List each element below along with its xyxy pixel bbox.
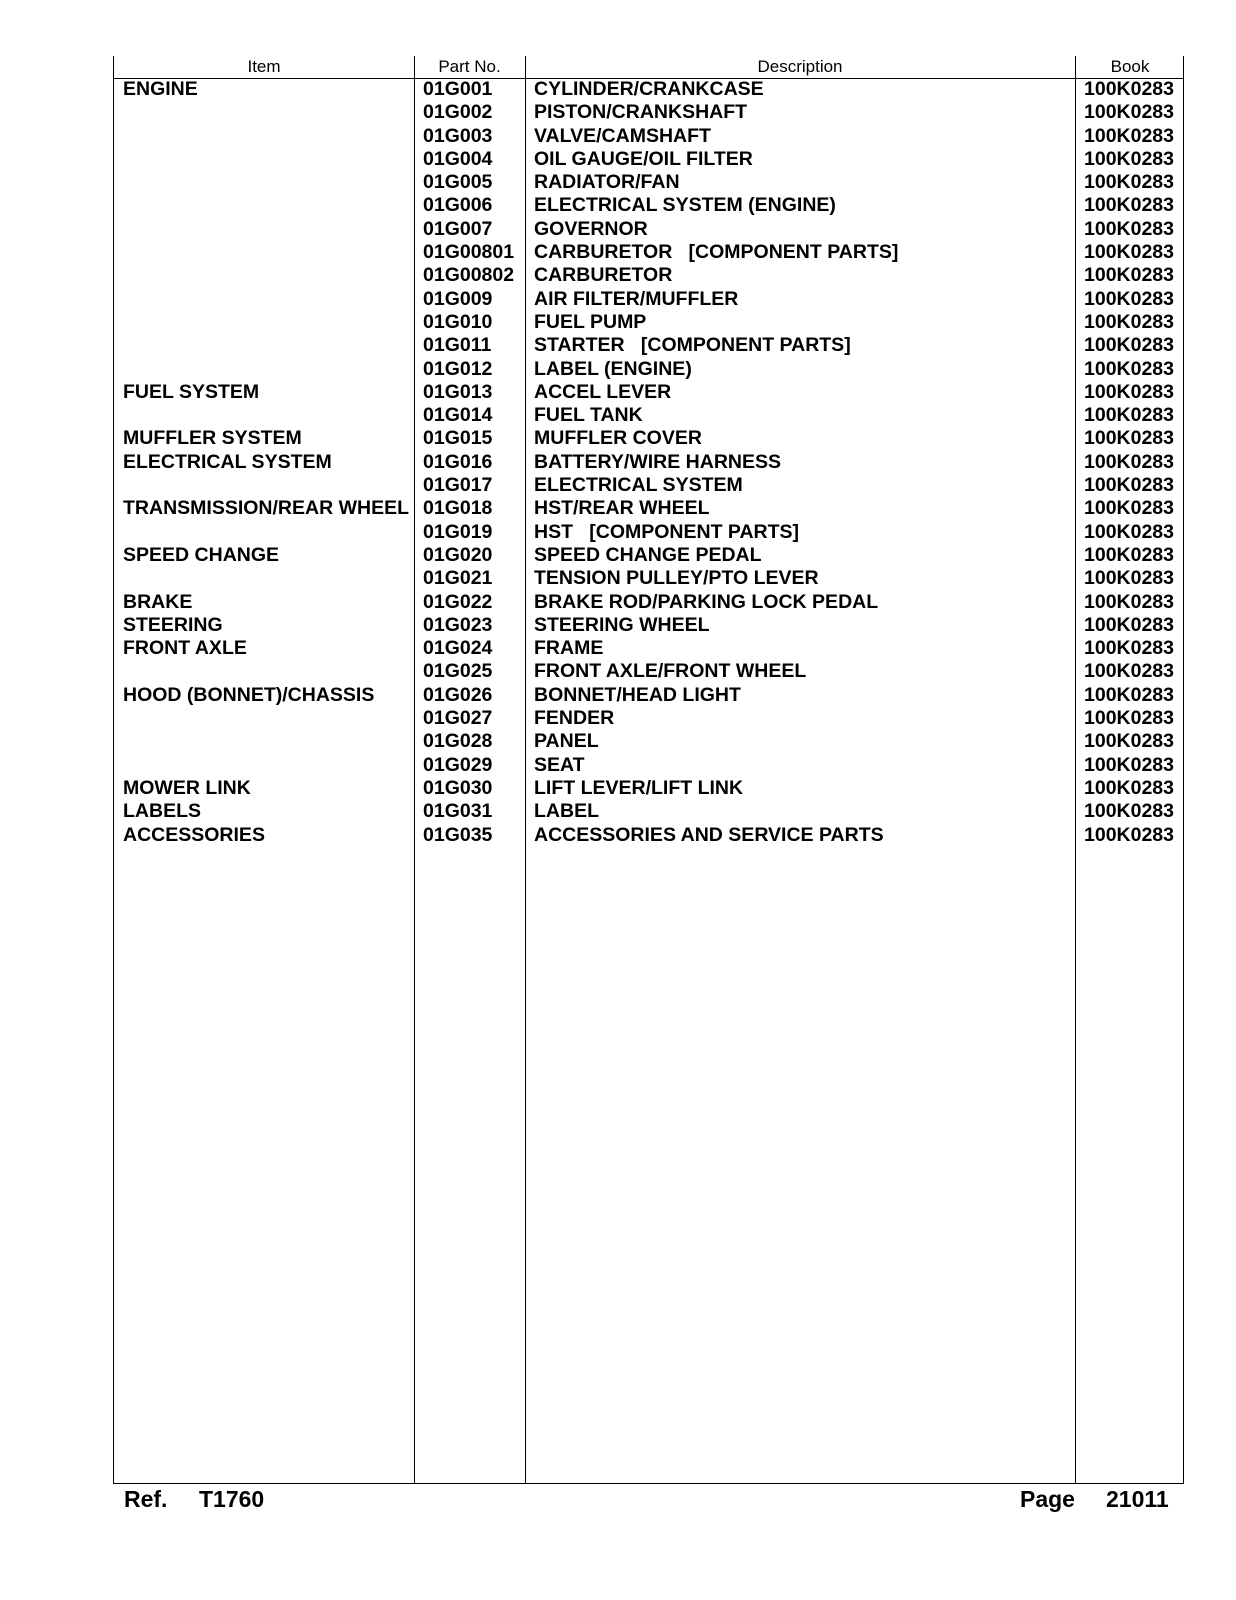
cell-item: FUEL SYSTEM: [123, 380, 260, 403]
cell-part-no: 01G026: [423, 683, 493, 706]
cell-book: 100K0283: [1084, 800, 1174, 823]
cell-part-no: 01G035: [423, 823, 493, 846]
table-row: [114, 544, 1183, 567]
header-book: Book: [1110, 57, 1150, 76]
cell-part-no: 01G020: [423, 543, 493, 566]
cell-description: HST/REAR WHEEL: [534, 497, 710, 520]
cell-item: MUFFLER SYSTEM: [123, 427, 302, 450]
table-row: [114, 730, 1183, 753]
cell-part-no: 01G014: [423, 404, 493, 427]
cell-book: 100K0283: [1084, 380, 1174, 403]
table-row: [114, 264, 1183, 287]
table-row: [114, 777, 1183, 800]
cell-book: 100K0283: [1084, 753, 1174, 776]
cell-book: 100K0283: [1084, 427, 1174, 450]
cell-description: FRONT AXLE/FRONT WHEEL: [534, 660, 807, 683]
cell-item: FRONT AXLE: [123, 637, 247, 660]
cell-book: 100K0283: [1084, 171, 1174, 194]
cell-part-no: 01G023: [423, 613, 493, 636]
cell-item: HOOD (BONNET)/CHASSIS: [123, 683, 375, 706]
cell-part-no: 01G018: [423, 497, 493, 520]
table-row: [114, 218, 1183, 241]
cell-book: 100K0283: [1084, 101, 1174, 124]
cell-part-no: 01G021: [423, 567, 493, 590]
table-row: [114, 567, 1183, 590]
cell-book: 100K0283: [1084, 147, 1174, 170]
cell-description: BONNET/HEAD LIGHT: [534, 683, 741, 706]
cell-book: 100K0283: [1084, 776, 1174, 799]
cell-book: 100K0283: [1084, 241, 1174, 264]
cell-book: 100K0283: [1084, 730, 1174, 753]
cell-part-no: 01G002: [423, 101, 493, 124]
cell-book: 100K0283: [1084, 287, 1174, 310]
cell-book: 100K0283: [1084, 264, 1174, 287]
cell-book: 100K0283: [1084, 310, 1174, 333]
cell-description: MUFFLER COVER: [534, 427, 702, 450]
cell-book: 100K0283: [1084, 613, 1174, 636]
table-row: [114, 754, 1183, 777]
cell-part-no: 01G011: [423, 334, 492, 357]
cell-book: 100K0283: [1084, 404, 1174, 427]
cell-description: CARBURETOR: [534, 264, 673, 287]
table-row: [114, 614, 1183, 637]
cell-item: ACCESSORIES: [123, 823, 265, 846]
table-row: [114, 497, 1183, 520]
cell-book: 100K0283: [1084, 357, 1174, 380]
header-description: Description: [757, 57, 843, 76]
cell-part-no: 01G004: [423, 147, 493, 170]
cell-description: LABEL: [534, 800, 599, 823]
cell-book: 100K0283: [1084, 823, 1174, 846]
table-row: [114, 334, 1183, 357]
table-row: [114, 241, 1183, 264]
table-row: [114, 194, 1183, 217]
cell-description: OIL GAUGE/OIL FILTER: [534, 147, 753, 170]
cell-book: 100K0283: [1084, 637, 1174, 660]
cell-item: ELECTRICAL SYSTEM: [123, 450, 332, 473]
cell-part-no: 01G001: [423, 78, 493, 100]
cell-description: FENDER: [534, 707, 615, 730]
cell-description: VALVE/CAMSHAFT: [534, 124, 711, 147]
page-label: Page: [1020, 1486, 1075, 1512]
cell-part-no: 01G012: [423, 357, 493, 380]
cell-book: 100K0283: [1084, 497, 1174, 520]
cell-description: SEAT: [534, 753, 585, 776]
cell-description: LABEL (ENGINE): [534, 357, 692, 380]
table-row: [114, 78, 1183, 101]
cell-description: AIR FILTER/MUFFLER: [534, 287, 739, 310]
cell-description: CARBURETOR [COMPONENT PARTS]: [534, 241, 899, 264]
cell-part-no: 01G025: [423, 660, 493, 683]
header-item: Item: [247, 57, 281, 76]
cell-description: RADIATOR/FAN: [534, 171, 680, 194]
table-row: [114, 404, 1183, 427]
table-row: [114, 800, 1183, 823]
table-row: [114, 427, 1183, 450]
cell-item: SPEED CHANGE: [123, 543, 280, 566]
table-row: [114, 101, 1183, 124]
cell-description: BRAKE ROD/PARKING LOCK PEDAL: [534, 590, 879, 613]
page-number: 21011: [1106, 1486, 1169, 1512]
cell-part-no: 01G00801: [423, 241, 515, 264]
table-row: [114, 660, 1183, 683]
cell-item: ENGINE: [123, 78, 198, 100]
cell-description: PISTON/CRANKSHAFT: [534, 101, 748, 124]
table-body: [114, 78, 1183, 847]
cell-part-no: 01G028: [423, 730, 493, 753]
cell-item: MOWER LINK: [123, 776, 251, 799]
cell-book: 100K0283: [1084, 194, 1174, 217]
cell-part-no: 01G006: [423, 194, 493, 217]
table-row: [114, 311, 1183, 334]
cell-book: 100K0283: [1084, 660, 1174, 683]
cell-part-no: 01G015: [423, 427, 493, 450]
cell-part-no: 01G007: [423, 217, 493, 240]
table-row: [114, 474, 1183, 497]
cell-part-no: 01G030: [423, 776, 493, 799]
cell-description: STARTER [COMPONENT PARTS]: [534, 334, 851, 357]
cell-part-no: 01G022: [423, 590, 493, 613]
cell-description: ACCESSORIES AND SERVICE PARTS: [534, 823, 884, 846]
table-row: [114, 521, 1183, 544]
cell-description: HST [COMPONENT PARTS]: [534, 520, 800, 543]
cell-book: 100K0283: [1084, 217, 1174, 240]
cell-description: PANEL: [534, 730, 599, 753]
cell-description: BATTERY/WIRE HARNESS: [534, 450, 782, 473]
cell-part-no: 01G027: [423, 707, 493, 730]
table-row: [114, 148, 1183, 171]
table-row: [114, 381, 1183, 404]
cell-book: 100K0283: [1084, 520, 1174, 543]
cell-description: ELECTRICAL SYSTEM (ENGINE): [534, 194, 836, 217]
table-row: [114, 451, 1183, 474]
cell-part-no: 01G029: [423, 753, 493, 776]
cell-description: ELECTRICAL SYSTEM: [534, 474, 743, 497]
header-part-no: Part No.: [438, 57, 501, 76]
cell-part-no: 01G009: [423, 287, 493, 310]
cell-description: FRAME: [534, 637, 604, 660]
cell-item: STEERING: [123, 613, 223, 636]
cell-description: CYLINDER/CRANKCASE: [534, 78, 764, 100]
cell-part-no: 01G031: [423, 800, 493, 823]
table-row: [114, 358, 1183, 381]
cell-description: FUEL TANK: [534, 404, 643, 427]
cell-book: 100K0283: [1084, 124, 1174, 147]
table-row: [114, 684, 1183, 707]
cell-book: 100K0283: [1084, 590, 1174, 613]
cell-part-no: 01G024: [423, 637, 493, 660]
cell-part-no: 01G019: [423, 520, 493, 543]
table-row: [114, 707, 1183, 730]
cell-description: GOVERNOR: [534, 217, 648, 240]
ref-label: Ref.: [124, 1486, 168, 1512]
cell-part-no: 01G00802: [423, 264, 515, 287]
cell-item: BRAKE: [123, 590, 193, 613]
cell-description: TENSION PULLEY/PTO LEVER: [534, 567, 819, 590]
cell-part-no: 01G005: [423, 171, 493, 194]
page-footer: [0, 1484, 1236, 1514]
cell-part-no: 01G016: [423, 450, 493, 473]
table-row: [114, 171, 1183, 194]
cell-book: 100K0283: [1084, 567, 1174, 590]
cell-book: 100K0283: [1084, 78, 1174, 100]
table-row: [114, 288, 1183, 311]
table-row: [114, 125, 1183, 148]
table-row: [114, 637, 1183, 660]
parts-index-table: [113, 56, 1184, 1484]
cell-description: STEERING WHEEL: [534, 613, 710, 636]
cell-description: FUEL PUMP: [534, 310, 647, 333]
cell-description: SPEED CHANGE PEDAL: [534, 543, 762, 566]
cell-item: TRANSMISSION/REAR WHEEL: [123, 497, 410, 520]
cell-description: LIFT LEVER/LIFT LINK: [534, 776, 744, 799]
cell-book: 100K0283: [1084, 543, 1174, 566]
cell-book: 100K0283: [1084, 474, 1174, 497]
ref-value: T1760: [199, 1486, 265, 1512]
cell-book: 100K0283: [1084, 334, 1174, 357]
cell-book: 100K0283: [1084, 707, 1174, 730]
cell-book: 100K0283: [1084, 683, 1174, 706]
cell-book: 100K0283: [1084, 450, 1174, 473]
cell-part-no: 01G013: [423, 380, 493, 403]
cell-part-no: 01G010: [423, 310, 493, 333]
table-row: [114, 824, 1183, 847]
cell-part-no: 01G017: [423, 474, 493, 497]
table-row: [114, 591, 1183, 614]
cell-part-no: 01G003: [423, 124, 493, 147]
cell-item: LABELS: [123, 800, 201, 823]
cell-description: ACCEL LEVER: [534, 380, 672, 403]
